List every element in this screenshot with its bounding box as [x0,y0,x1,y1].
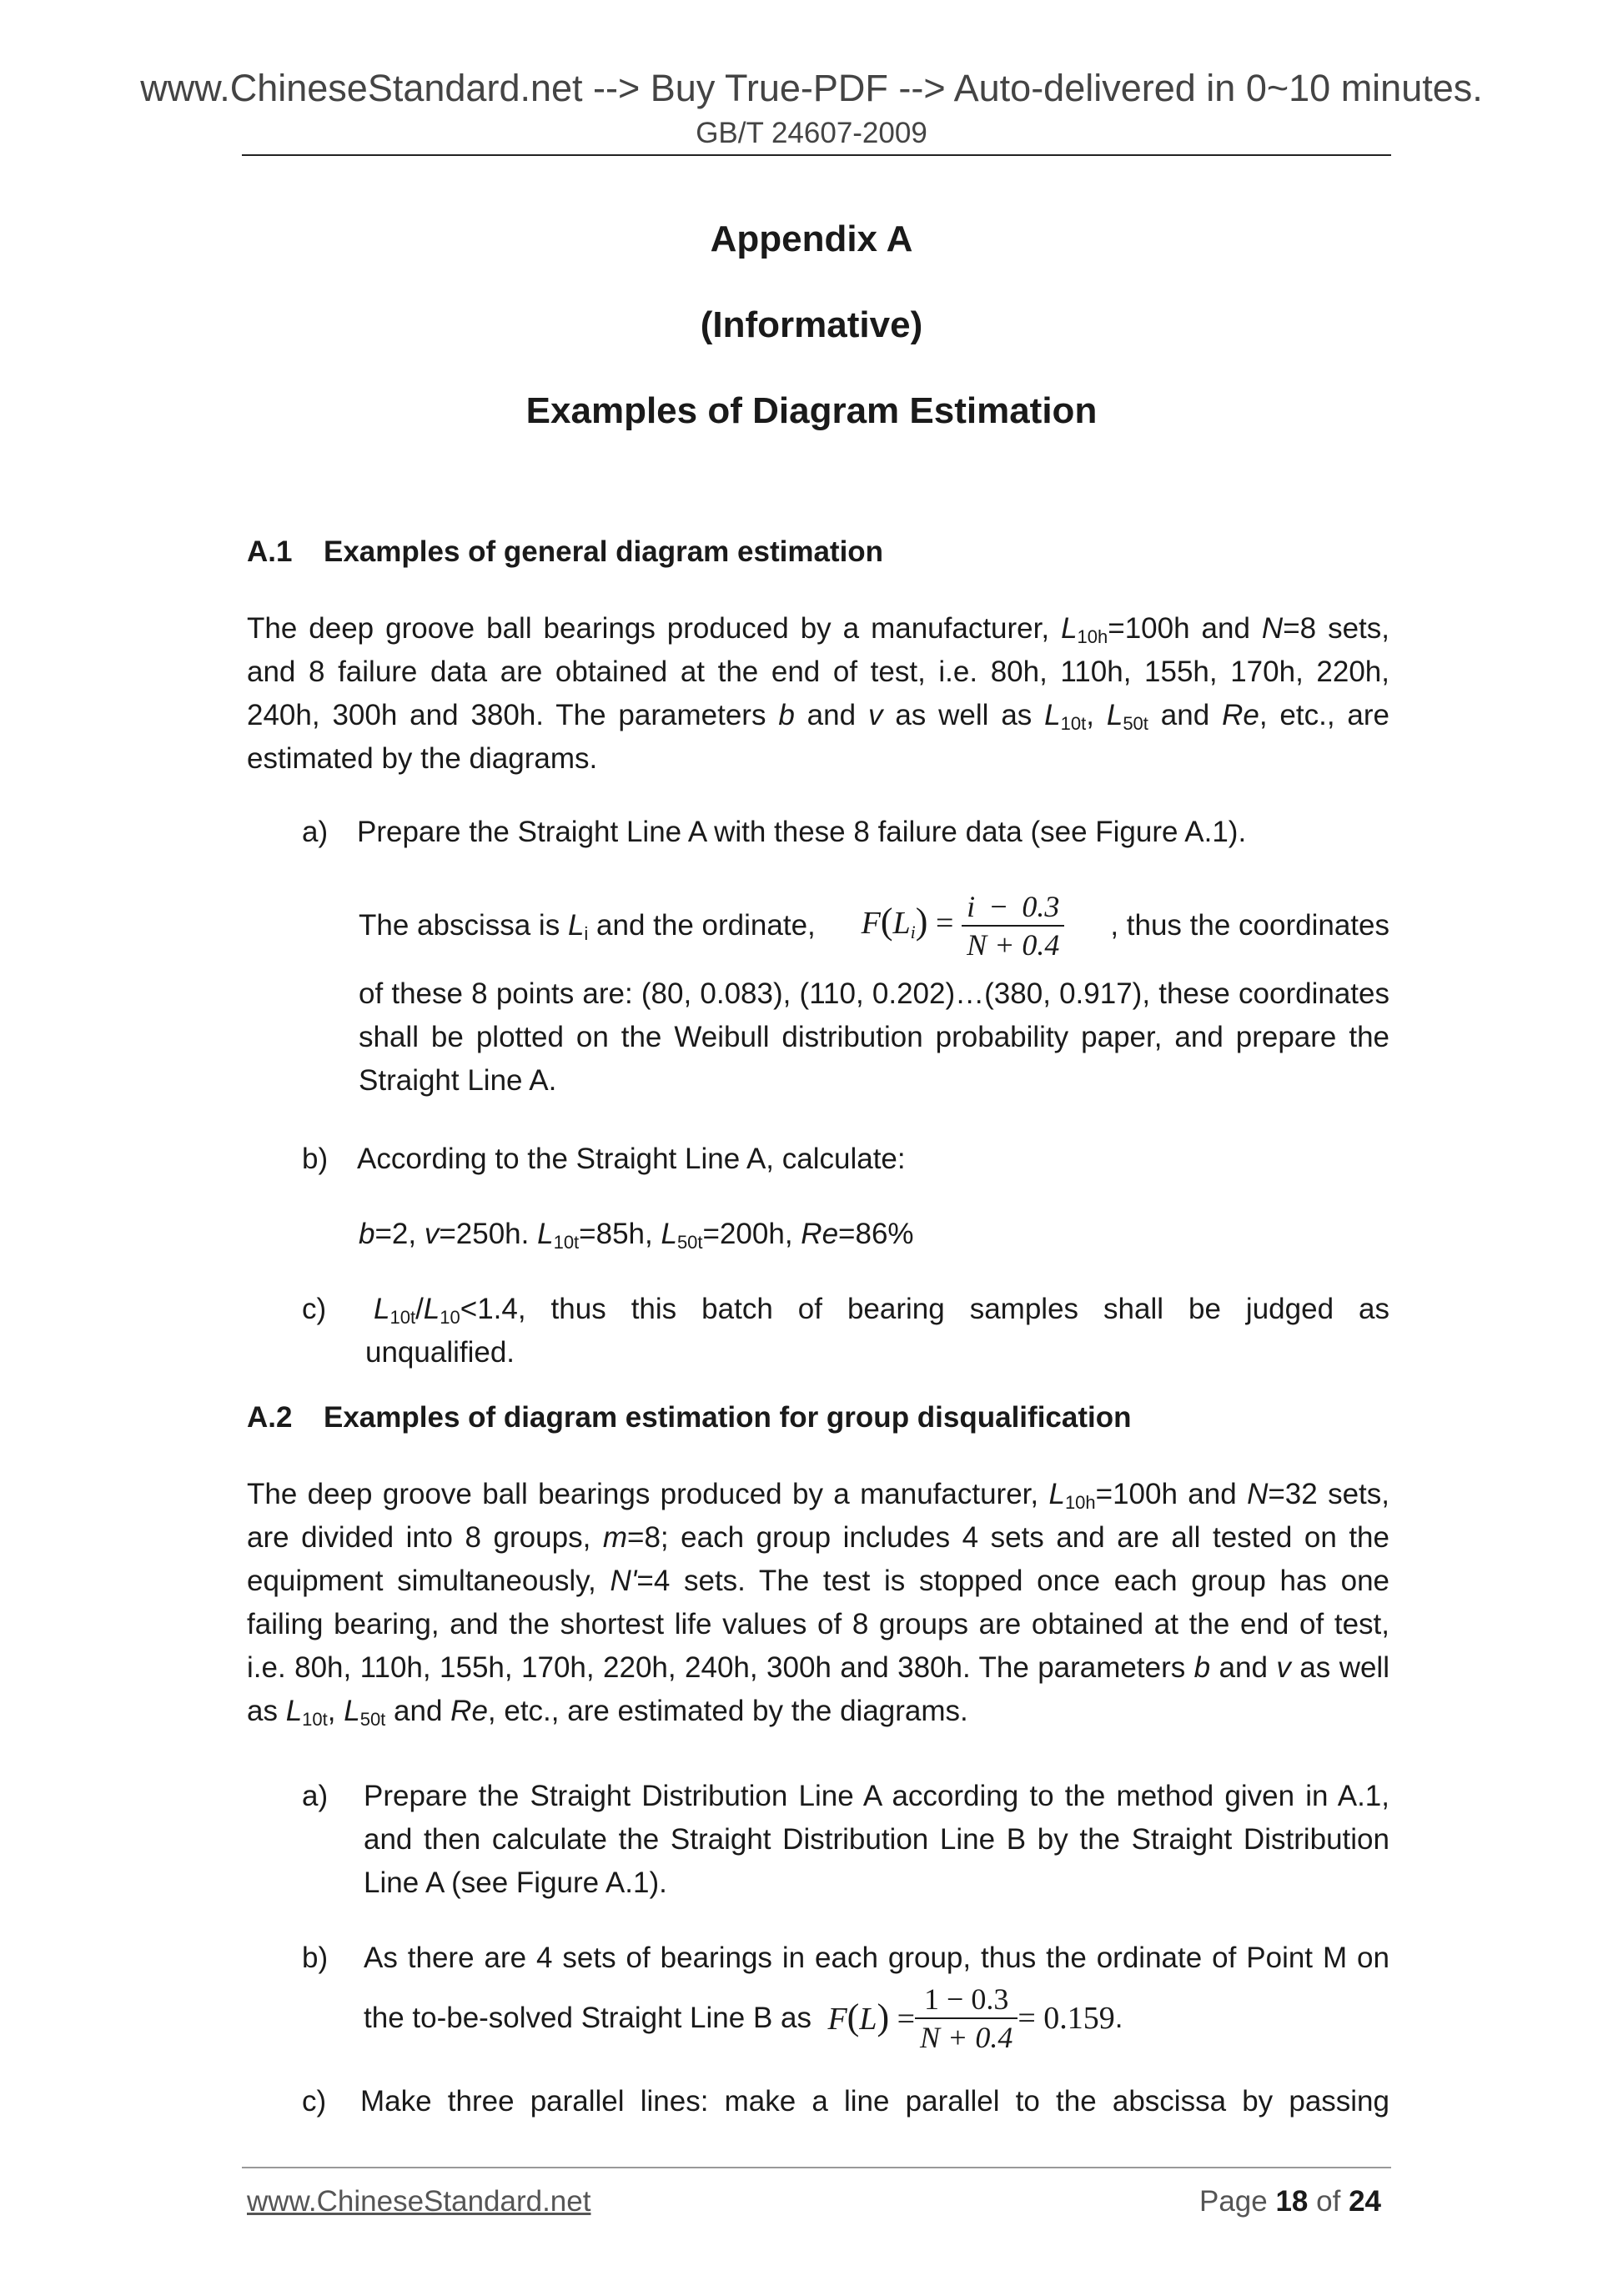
subscript: 10t [1060,713,1087,734]
list-item-c: $L_{10t}/L_{10}<1.4$, thus this batch of bearing samples shall be judged as [374,1293,1389,1328]
appendix-heading: Examples of Diagram Estimation [525,390,1098,431]
text: , [327,1695,336,1727]
symbol-Re: Re [1222,699,1259,731]
fraction-numerator: 1 − 0.3 [915,1981,1018,2019]
subscript: 10h [1077,626,1108,647]
symbol-L: L [344,1695,360,1727]
formula-F-L: F(L) = [827,1997,916,2037]
text: =4 sets. The test is stopped once each group has one failing bearing, and the shortest life values of 8 groups are obtained at the end of test, i.e. 80h, 110h, 155h, 170h, 220h, 240h, 300h and 380h. The parameters [247,1565,1389,1684]
list-item-b: According to the Straight Line A, calculate: [357,1143,906,1175]
symbol-N: N [1247,1478,1269,1510]
section-a1-intro [247,607,1389,781]
formula-result: = 0.159 [1018,2001,1115,2036]
text: , thus the coordinates [1110,909,1389,942]
text: The deep groove ball bearings produced by a manufacturer, [247,1478,1039,1510]
subscript: 50t [359,1709,386,1730]
footer-rule [242,2167,1391,2168]
section-title: Examples of general diagram estimation [324,535,884,568]
list-item-c-cont: unqualified. [365,1336,515,1369]
text: as well as [247,1651,1389,1727]
list-item-a: Prepare the Straight Line A with these 8 failure data (see Figure A.1). [357,816,1247,848]
list-label: c) [302,1293,327,1325]
list-label: b) [302,1143,329,1175]
symbol-L: L [1106,699,1123,731]
symbol-N-prime: N' [610,1565,637,1597]
calculation-results: b=2, v=250h. $L_{10t}=85h$, $L_{50t}=200h$, Re=86% [359,1218,914,1253]
fraction-numerator: i − 0.3 [962,888,1064,927]
fraction-denominator: N + 0.4 [967,928,1060,962]
text: The abscissa is $L_i$ and the ordinate, [359,909,816,944]
subscript: 50t [1123,713,1148,734]
text: , etc., are estimated by the diagrams. [247,699,1389,775]
text: =32 sets, are divided into 8 groups, [247,1478,1389,1554]
section-number: A.1 [247,535,293,568]
list-item-a: Prepare the Straight Distribution Line A according to the method given in A.1, and then calculate the Straight Distribution Line B by the Straight Distribution Line A (see Figure A.1). [364,1780,1389,1899]
text: , [1086,699,1094,731]
list-label: c) [302,2085,327,2118]
symbol-L: L [1048,1478,1065,1510]
text: =100h and [1108,612,1250,645]
appendix-title: Appendix A [710,219,913,259]
fraction-denominator: N + 0.4 [920,2021,1013,2054]
text: as well as [895,699,1033,731]
header-banner: www.ChineseStandard.net --> Buy True-PDF --> Auto-delivered in 0~10 minutes. [140,67,1483,109]
page-indicator: Page 18 of 24 [1198,2185,1381,2218]
text: and [806,699,857,731]
text: and [1160,699,1210,731]
text: and [394,1695,443,1727]
list-item-c: Make three parallel lines: make a line parallel to the abscissa by passing [360,2085,1389,2118]
appendix-type: (Informative) [700,304,923,345]
point-m-formula-line [364,1977,1123,2060]
symbol-Re: Re [450,1695,488,1727]
text: =8 sets, and 8 failure data are obtained at the end of test, i.e. 80h, 110h, 155h, 170h, 220h, 240h, 300h and 380h. The parameters [247,612,1389,731]
header-rule [242,154,1391,156]
list-label: b) [302,1942,329,1974]
text: The deep groove ball bearings produced by a manufacturer, [247,612,1050,645]
text: =8; each group includes 4 sets and are all tested on the equipment simultaneously, [247,1521,1389,1597]
text: the to-be-solved Straight Line B as [364,2002,812,2034]
symbol-v: v [867,699,883,731]
symbol-v: v [1276,1651,1291,1684]
section-a1-heading [247,535,883,569]
list-label: a) [302,1780,329,1812]
symbol-L: L [1044,699,1061,731]
section-a2-heading [247,1401,1131,1434]
text: , etc., are estimated by the diagrams. [487,1695,968,1727]
standard-number: GB/T 24607-2009 [696,117,927,149]
text: . [1114,2002,1123,2034]
subscript: 10t [302,1709,328,1730]
symbol-L: L [285,1695,303,1727]
section-number: A.2 [247,1401,293,1434]
ordinate-formula-line [359,884,1389,967]
symbol-m: m [602,1521,627,1554]
subscript: 10h [1064,1492,1096,1513]
symbol-L: L [1061,612,1078,645]
formula-F-Li: $F(L_i)$ = $\frac{i - 0.3}{N + 0.4}$ [862,888,1065,963]
symbol-N: N [1261,612,1284,645]
text: and [1219,1651,1268,1684]
section-a2-intro [247,1473,1389,1733]
coordinates-paragraph: of these 8 points are: (80, 0.083), (110, 0.202)…(380, 0.917), these coordinates shall be plotted on the Weibull distribution probability paper, and prepare the Straight Line A. [359,977,1389,1097]
symbol-b: b [778,699,795,731]
symbol-b: b [1193,1651,1211,1684]
section-title: Examples of diagram estimation for group disqualification [324,1401,1132,1434]
list-label: a) [302,816,329,848]
list-item-b: As there are 4 sets of bearings in each group, thus the ordinate of Point M on [364,1942,1389,1974]
text: =100h and [1095,1478,1237,1510]
footer-site-link[interactable]: www.ChineseStandard.net [247,2185,591,2218]
